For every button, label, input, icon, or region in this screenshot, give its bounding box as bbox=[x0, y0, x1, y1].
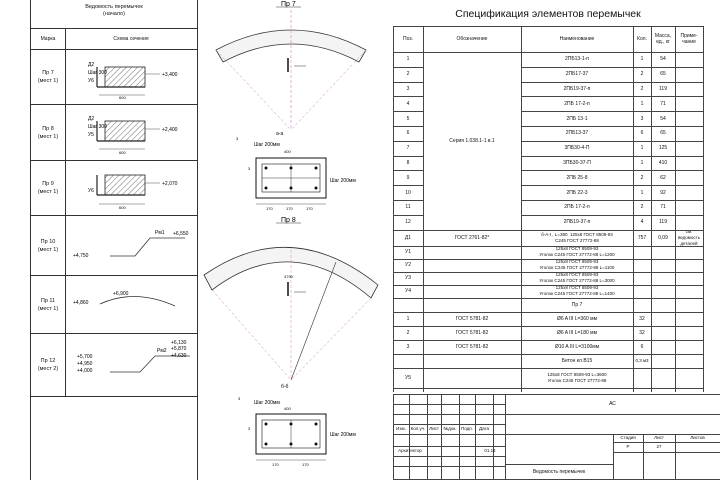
spec-row-name: 2ПБ13-37 bbox=[565, 130, 589, 137]
spec-row-mass: 119 bbox=[659, 219, 667, 226]
stamp-stage-value: Р bbox=[626, 444, 630, 449]
svg-text:170: 170 bbox=[306, 206, 313, 211]
stamp-code: АС bbox=[609, 401, 616, 407]
svg-text:У6: У6 bbox=[88, 188, 94, 194]
spec-title: Спецификация элементов перемычек bbox=[455, 8, 641, 20]
spec-row-name: 2ПБ13-1-п bbox=[564, 56, 590, 63]
spec-row-name: Бетон кл.В15 bbox=[561, 357, 593, 364]
spec-row-pos: Д1 bbox=[404, 234, 412, 241]
stamp-col-header: Изм. bbox=[396, 426, 406, 431]
svg-text:170: 170 bbox=[266, 206, 273, 211]
svg-text:Шаг 300: Шаг 300 bbox=[88, 70, 107, 76]
spec-row-designation: ГОСТ 2761-82* bbox=[454, 234, 490, 241]
grid-hline bbox=[393, 156, 423, 157]
svg-text:Д2: Д2 bbox=[88, 62, 95, 68]
col-pos-header: Поз. bbox=[403, 36, 413, 42]
svg-text:+4,000: +4,000 bbox=[77, 368, 93, 374]
grid-vline bbox=[409, 394, 410, 479]
stamp-date: 01.14 bbox=[484, 448, 496, 453]
grid-hline bbox=[393, 67, 423, 68]
spec-row-name: 125х8 ГОСТ 8509-93 Уголок С245 ГОСТ 27772-88 L=1100 bbox=[539, 259, 615, 271]
pr8-title: Пр 8 bbox=[281, 217, 296, 224]
svg-text:170: 170 bbox=[302, 462, 309, 467]
grid-vline bbox=[493, 394, 494, 479]
spec-row-pos: 5 bbox=[406, 115, 410, 122]
spec-row-qty: 32 bbox=[639, 315, 645, 322]
spec-row-name: 125х8 ГОСТ 8509-93 L=3600 Уголок С245 ГОСТ 27772-88 bbox=[547, 371, 607, 383]
svg-text:Рм1: Рм1 bbox=[155, 230, 165, 236]
grid-hline bbox=[393, 141, 423, 142]
spec-row-name: 2ПБ 17-2-п bbox=[564, 204, 590, 211]
spec-row-qty: 757 bbox=[637, 234, 647, 241]
spec-row-pos: 10 bbox=[405, 189, 411, 196]
grid-hline bbox=[393, 312, 703, 313]
spec-row-name: Ø6 A III L=360 мм bbox=[556, 315, 598, 322]
stamp-architect: Архитектор bbox=[398, 448, 422, 453]
grid-vline bbox=[651, 26, 652, 392]
spec-row-mass: 0,09 bbox=[658, 234, 668, 241]
grid-vline bbox=[475, 394, 476, 479]
row-mark: Пр 10 (мест 1) bbox=[31, 216, 66, 275]
svg-text:3: 3 bbox=[248, 426, 251, 431]
pr7-title: Пр 7 bbox=[281, 1, 296, 8]
spec-row-pos: У3 bbox=[405, 275, 411, 282]
grid-hline bbox=[393, 354, 703, 355]
svg-text:3: 3 bbox=[238, 396, 241, 401]
grid-hline bbox=[393, 259, 703, 260]
spec-row-pos: 6 bbox=[406, 130, 410, 137]
grid-vline bbox=[459, 394, 460, 479]
row-mark: Пр 8 (мест 1) bbox=[31, 105, 66, 160]
spec-row-qty: 1 bbox=[640, 100, 644, 107]
spec-row-mass: 65 bbox=[660, 71, 666, 78]
spec-row-mass: 54 bbox=[660, 56, 666, 63]
svg-text:600: 600 bbox=[119, 95, 126, 100]
svg-text:Д2: Д2 bbox=[88, 116, 95, 122]
statement-row bbox=[31, 334, 197, 397]
spec-row-pos: 1 bbox=[406, 315, 410, 322]
grid-hline bbox=[393, 52, 703, 53]
statement-row bbox=[31, 49, 197, 105]
grid-hline bbox=[393, 368, 703, 369]
stamp-sheet-value: 27 bbox=[656, 444, 662, 449]
row-mark: Пр 7 (мест 1) bbox=[31, 49, 66, 104]
spec-row-name: Ø10 A III L=3100мм bbox=[554, 343, 600, 350]
stamp-col-header: Подп. bbox=[461, 426, 473, 431]
spec-row-pos: 3 bbox=[406, 343, 410, 350]
col-qty-header: Кол. bbox=[637, 36, 647, 42]
statement-row bbox=[31, 216, 197, 276]
spec-row-name: 2ПБ17-37 bbox=[565, 71, 589, 78]
spec-row-qty: 2 bbox=[640, 174, 644, 181]
svg-text:+2,400: +2,400 bbox=[162, 127, 178, 133]
spec-row-name: 3ПБ30-37-П bbox=[563, 159, 591, 166]
spec-row-pos: 1 bbox=[406, 56, 410, 63]
spec-row-qty: 2 bbox=[640, 85, 644, 92]
grid-hline bbox=[393, 272, 703, 273]
spec-row-mass: 65 bbox=[660, 130, 666, 137]
statement-row bbox=[31, 161, 197, 216]
col-mark-header: Марка bbox=[31, 29, 66, 49]
svg-text:600: 600 bbox=[119, 205, 126, 210]
spec-row-name: 3ПБ30-4-П bbox=[564, 145, 590, 152]
spec-row-name: Ø6 A III L=180 мм bbox=[556, 329, 598, 336]
spec-row-pos: 2 bbox=[406, 71, 410, 78]
spec-row-pos: У5 bbox=[405, 374, 411, 381]
pr7-cut-label: а-а bbox=[276, 131, 284, 137]
grid-vline bbox=[441, 394, 442, 479]
spec-row-pos: 12 bbox=[405, 219, 411, 226]
spec-row-pos: У1 bbox=[405, 249, 411, 256]
svg-text:Шаг 200мм: Шаг 200мм bbox=[330, 432, 356, 438]
stamp-col-header: Кол.уч. bbox=[410, 426, 426, 431]
grid-hline bbox=[393, 285, 703, 286]
svg-text:+6,550: +6,550 bbox=[173, 231, 189, 237]
spec-row-designation: ГОСТ 5781-82 bbox=[455, 315, 489, 322]
svg-text:+5,700: +5,700 bbox=[77, 354, 93, 360]
svg-text:У6: У6 bbox=[88, 78, 94, 84]
spec-row-pos: 2 bbox=[406, 329, 410, 336]
svg-text:4790: 4790 bbox=[284, 274, 293, 279]
spec-row-qty: 2 bbox=[640, 71, 644, 78]
lintel-drawings bbox=[196, 0, 393, 480]
col-note-header: Приме-чание bbox=[680, 33, 698, 45]
spec-row-pos: 9 bbox=[406, 174, 410, 181]
grid-hline bbox=[393, 185, 423, 186]
spec-row-pos: У2 bbox=[405, 262, 411, 269]
spec-row-name: б-А-I , L=390 125х8 ГОСТ 8509-93 С245 ГОСТ 27772-88 bbox=[541, 231, 613, 243]
svg-text:+4,950: +4,950 bbox=[77, 361, 93, 367]
spec-row-mass: 54 bbox=[660, 115, 666, 122]
spec-table bbox=[393, 0, 720, 480]
spec-row-mass: 71 bbox=[660, 100, 666, 107]
stamp-stage-header: Стадия bbox=[620, 435, 636, 440]
statement-title: Ведомость перемычек bbox=[85, 4, 143, 10]
grid-hline bbox=[393, 326, 703, 327]
spec-row-pos: У4 bbox=[405, 288, 411, 295]
spec-row-designation: ГОСТ 5781-82 bbox=[455, 329, 489, 336]
spec-row-mass: 410 bbox=[658, 159, 668, 166]
row-mark: Пр 9 (мест 1) bbox=[31, 161, 66, 215]
spec-row-mass: 119 bbox=[659, 85, 667, 92]
grid-hline bbox=[393, 200, 423, 201]
section-scheme bbox=[65, 49, 197, 104]
svg-text:400: 400 bbox=[284, 406, 291, 411]
col-name-header: Наименование bbox=[559, 36, 595, 42]
spec-row-note: см. ведомость деталей bbox=[677, 229, 701, 246]
grid-hline bbox=[393, 230, 703, 231]
spec-row-name: 2ПБ 22-3 bbox=[566, 189, 588, 196]
svg-text:+2,070: +2,070 bbox=[162, 181, 178, 187]
svg-text:3: 3 bbox=[236, 136, 239, 141]
section-scheme bbox=[65, 161, 197, 215]
svg-text:400: 400 bbox=[284, 149, 291, 154]
spec-row-name: 125х8 ГОСТ 8509-93 Уголок С245 ГОСТ 27772-88 L=1400 bbox=[539, 285, 615, 297]
grid-hline bbox=[505, 414, 720, 415]
stamp-doc-title: Ведомость перемычек bbox=[532, 468, 586, 475]
stamp-sheet-header: Лист bbox=[654, 435, 664, 440]
grid-vline bbox=[633, 26, 634, 392]
svg-text:Шаг 200мм: Шаг 200мм bbox=[254, 400, 280, 406]
col-scheme-header: Схема сечения bbox=[113, 36, 149, 42]
spec-row-qty: 1 bbox=[640, 189, 644, 196]
svg-text:+4,860: +4,860 bbox=[73, 300, 89, 306]
grid-hline bbox=[393, 170, 423, 171]
spec-row-qty: 2 bbox=[640, 204, 644, 211]
section-scheme bbox=[65, 276, 197, 333]
spec-row-qty: 0,3 м3 bbox=[635, 357, 649, 363]
col-mass-header: Масса, ед., кг bbox=[654, 33, 672, 45]
grid-hline bbox=[393, 246, 703, 247]
grid-hline bbox=[393, 26, 703, 27]
grid-hline bbox=[393, 298, 703, 299]
spec-row-name: 125х8 ГОСТ 8509-93 Уголок С245 ГОСТ 27772-88 L=1200 bbox=[539, 246, 615, 258]
statement-header bbox=[31, 28, 197, 50]
svg-text:+3,400: +3,400 bbox=[162, 72, 178, 78]
statement-row bbox=[31, 105, 197, 161]
statement-row bbox=[31, 276, 197, 334]
grid-hline bbox=[393, 126, 423, 127]
spec-row-mass: 62 bbox=[660, 174, 666, 181]
section-scheme bbox=[65, 334, 197, 396]
stamp-col-header: Дата bbox=[479, 426, 489, 431]
svg-text:+4,630: +4,630 bbox=[171, 353, 187, 359]
spec-row-qty: 3 bbox=[640, 115, 644, 122]
grid-vline bbox=[423, 26, 424, 392]
svg-text:170: 170 bbox=[272, 462, 279, 467]
section-scheme bbox=[65, 216, 197, 275]
grid-vline bbox=[675, 26, 676, 392]
grid-vline bbox=[393, 394, 394, 479]
grid-hline bbox=[393, 340, 703, 341]
svg-text:+5,870: +5,870 bbox=[171, 346, 187, 352]
stamp-col-header: №док. bbox=[443, 426, 457, 431]
spec-row-pos: 4 bbox=[406, 100, 410, 107]
spec-row-mass: 125 bbox=[658, 145, 668, 152]
svg-text:+4,750: +4,750 bbox=[73, 253, 89, 259]
spec-row-pos: 3 bbox=[406, 85, 410, 92]
spec-row-qty: 1 bbox=[640, 56, 644, 63]
grid-vline bbox=[427, 394, 428, 479]
svg-text:+6,900: +6,900 bbox=[113, 291, 129, 297]
spec-row-qty: 32 bbox=[639, 329, 645, 336]
spec-row-pos: 11 bbox=[405, 204, 411, 211]
statement-subtitle: (начало) bbox=[103, 11, 125, 17]
grid-hline bbox=[393, 96, 423, 97]
pr8-cut-label: б-б bbox=[281, 384, 289, 390]
spec-row-designation: ГОСТ 5781-82 bbox=[455, 343, 489, 350]
spec-row-name: 2ПБ 13-1 bbox=[566, 115, 588, 122]
spec-row-qty: 1 bbox=[640, 145, 644, 152]
grid-vline bbox=[393, 26, 394, 392]
grid-vline bbox=[521, 26, 522, 392]
series-designation: Серия 1.038.1-1 в.1 bbox=[449, 137, 495, 144]
stamp-sheets-header: Листов bbox=[690, 435, 705, 440]
spec-row-pos: 8 bbox=[406, 159, 410, 166]
spec-row-mass: 92 bbox=[660, 189, 666, 196]
col-designation-header: Обозначение bbox=[456, 36, 488, 42]
spec-row-name: 2ПБ 25-8 bbox=[566, 174, 588, 181]
grid-hline bbox=[393, 215, 423, 216]
section-scheme bbox=[65, 105, 197, 160]
stamp-col-header: Лист bbox=[429, 426, 439, 431]
spec-row-name: 2ПБ19-37-п bbox=[563, 85, 591, 92]
row-mark: Пр 12 (мест 2) bbox=[31, 334, 66, 396]
svg-text:Шаг 300: Шаг 300 bbox=[88, 124, 107, 130]
spec-row-pos: 7 bbox=[406, 145, 410, 152]
spec-row-qty: 1 bbox=[640, 159, 644, 166]
svg-text:170: 170 bbox=[286, 206, 293, 211]
grid-hline bbox=[613, 452, 720, 453]
lintel-statement-table bbox=[30, 0, 198, 480]
svg-text:Рм2: Рм2 bbox=[157, 348, 167, 354]
spec-row-name: 125х8 ГОСТ 8509-93 Уголок С245 ГОСТ 27772-88 L=3000 bbox=[539, 272, 615, 284]
spec-row-name: 2ПБ19-37-п bbox=[563, 219, 591, 226]
svg-text:+6,130: +6,130 bbox=[171, 340, 187, 346]
grid-vline bbox=[703, 26, 704, 392]
spec-row-qty: 6 bbox=[640, 343, 644, 350]
spec-row-qty: 4 bbox=[640, 219, 644, 226]
spec-row-qty: 6 bbox=[640, 130, 644, 137]
spec-row-name: 2ПБ 17-2-п bbox=[564, 100, 590, 107]
svg-text:У5: У5 bbox=[88, 132, 94, 138]
spec-row-mass: 71 bbox=[660, 204, 666, 211]
svg-text:Шаг 200мм: Шаг 200мм bbox=[254, 142, 280, 148]
grid-hline bbox=[393, 388, 703, 389]
svg-text:Шаг 200мм: Шаг 200мм bbox=[330, 178, 356, 184]
row-mark: Пр 11 (мест 1) bbox=[31, 276, 66, 333]
grid-hline bbox=[393, 82, 423, 83]
svg-text:600: 600 bbox=[119, 150, 126, 155]
svg-text:3: 3 bbox=[248, 166, 251, 171]
grid-hline bbox=[393, 111, 423, 112]
pr7-section-label: Пр 7 bbox=[571, 301, 583, 308]
